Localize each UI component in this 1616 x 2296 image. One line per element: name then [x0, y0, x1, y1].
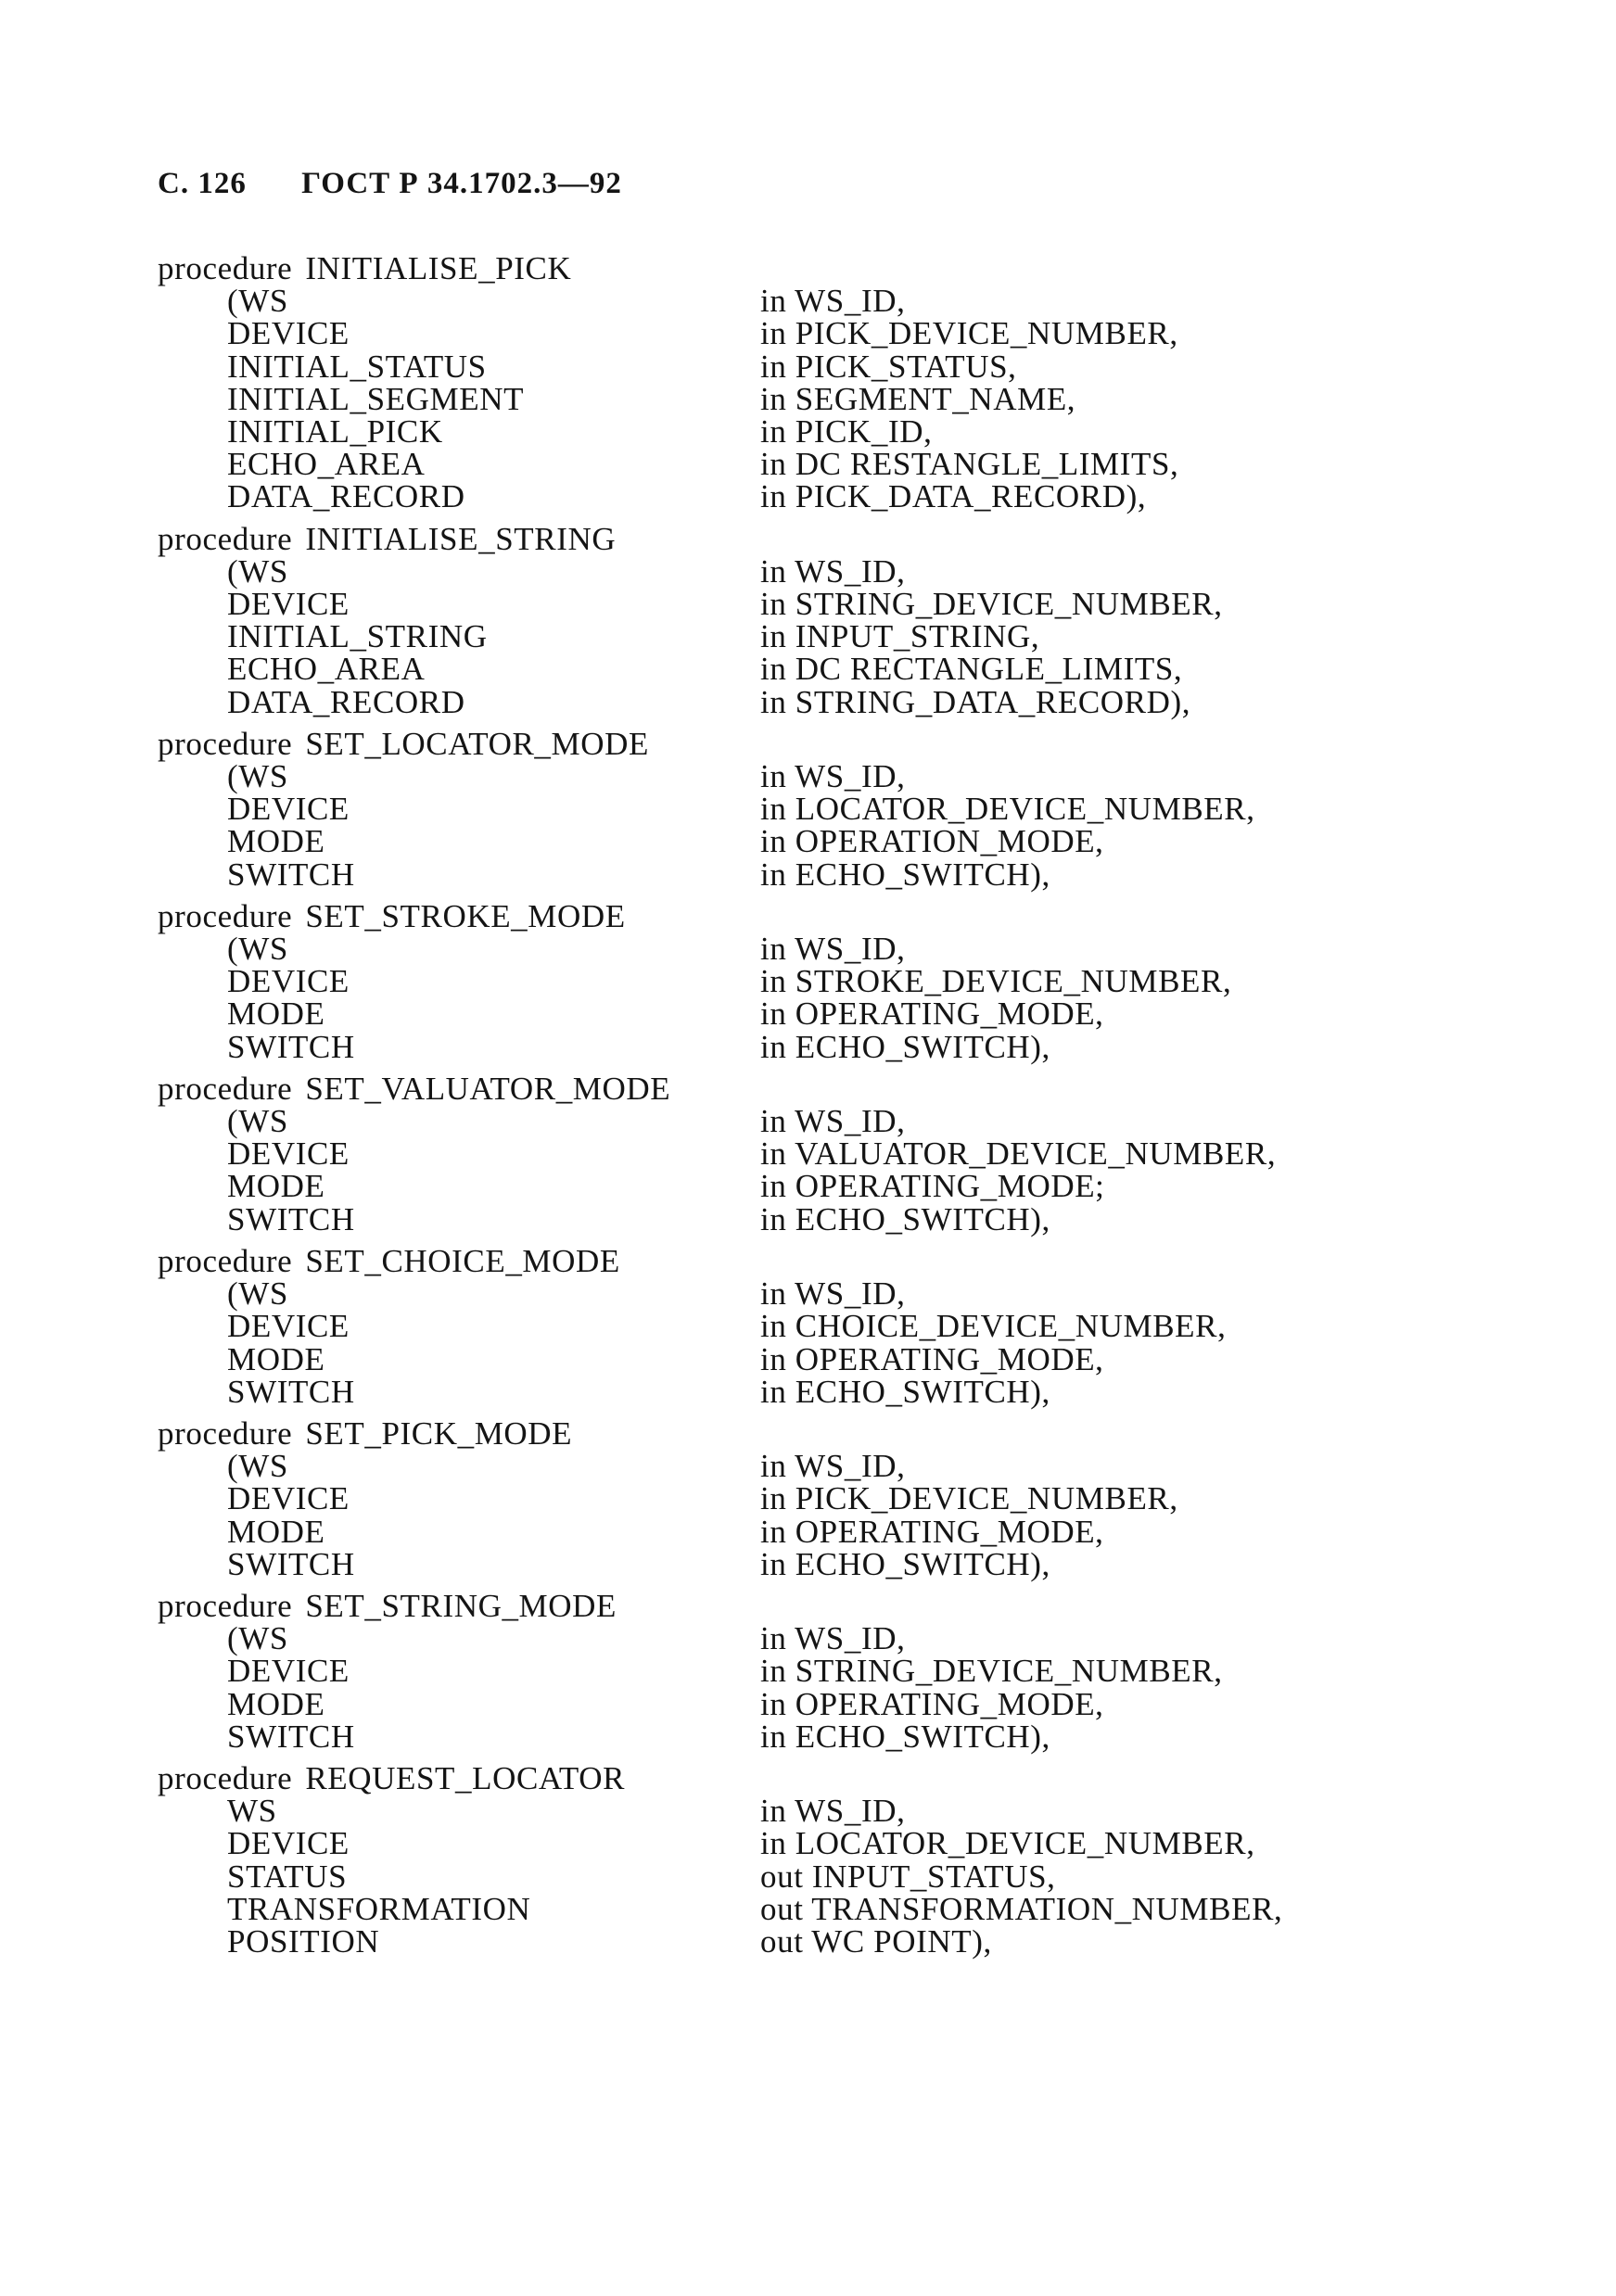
parameter-name: DEVICE: [227, 315, 350, 352]
parameter-name: DEVICE: [227, 1480, 350, 1517]
parameter-name: DATA_RECORD: [227, 683, 465, 720]
parameter-name: INITIAL_PICK: [227, 413, 443, 450]
parameter-name: WS: [227, 1793, 277, 1830]
parameter-name: SWITCH: [227, 1545, 355, 1582]
procedure-name: SET_LOCATOR_MODE: [305, 725, 649, 762]
parameter-name: INITIAL_SEGMENT: [227, 380, 525, 417]
parameter-row: [158, 1200, 1474, 1237]
parameter-row: [158, 1448, 1474, 1485]
parameter-row: [158, 415, 1474, 448]
parameter-type: in ECHO_SWITCH),: [760, 856, 1050, 893]
parameter-type: in CHOICE_DEVICE_NUMBER,: [760, 1308, 1227, 1345]
parameter-name: DATA_RECORD: [227, 478, 465, 515]
parameter-type: in STRING_DATA_RECORD),: [760, 683, 1191, 720]
procedure-block: [158, 252, 1474, 514]
parameter-type: in PICK_DATA_RECORD),: [760, 478, 1147, 515]
parameter-name: SWITCH: [227, 1028, 355, 1065]
parameter-row: [158, 651, 1474, 688]
procedure-keyword: procedure: [158, 1070, 293, 1107]
parameter-type: in OPERATING_MODE,: [760, 996, 1104, 1033]
parameter-type: in WS_ID,: [760, 1103, 906, 1140]
parameter-name: SWITCH: [227, 1200, 355, 1237]
parameter-row: [158, 683, 1474, 720]
procedure-signature: [158, 1072, 1474, 1105]
parameter-type: out TRANSFORMATION_NUMBER,: [760, 1890, 1283, 1927]
procedure-name: SET_CHOICE_MODE: [305, 1242, 620, 1279]
parameter-row: [158, 586, 1474, 623]
parameter-name: POSITION: [227, 1922, 380, 1960]
parameter-name: MODE: [227, 1513, 325, 1550]
parameter-row: [158, 1890, 1474, 1927]
parameter-name: MODE: [227, 823, 325, 860]
parameter-type: out INPUT_STATUS,: [760, 1858, 1056, 1895]
parameter-name: SWITCH: [227, 856, 355, 893]
parameter-name: (WS: [227, 1620, 288, 1657]
parameter-name: (WS: [227, 1275, 288, 1313]
parameter-row: [158, 1720, 1474, 1753]
parameter-name: (WS: [227, 758, 288, 795]
parameter-row: [158, 1103, 1474, 1140]
parameter-type: in DC RECTANGLE_LIMITS,: [760, 651, 1183, 688]
procedure-signature: [158, 520, 1474, 557]
procedure-signature: [158, 252, 1474, 285]
parameter-row: [158, 1622, 1474, 1655]
parameter-type: in OPERATING_MODE,: [760, 1513, 1104, 1550]
parameter-type: in VALUATOR_DEVICE_NUMBER,: [760, 1135, 1277, 1173]
parameter-type: in ECHO_SWITCH),: [760, 1545, 1050, 1582]
procedure-block: [158, 1242, 1474, 1410]
procedure-keyword: procedure: [158, 1242, 293, 1279]
parameter-type: in WS_ID,: [760, 1275, 906, 1313]
parameter-type: in WS_ID,: [760, 552, 906, 590]
parameter-type: out WC POINT),: [760, 1922, 992, 1960]
parameter-type: in WS_ID,: [760, 1620, 906, 1657]
parameter-row: [158, 1168, 1474, 1205]
parameter-row: [158, 283, 1474, 320]
parameter-name: INITIAL_STATUS: [227, 348, 487, 385]
procedure-keyword: procedure: [158, 1414, 293, 1452]
procedure-signature: [158, 725, 1474, 762]
procedure-block: [158, 725, 1474, 893]
parameter-row: [158, 446, 1474, 483]
parameter-name: MODE: [227, 1340, 325, 1377]
parameter-row: [158, 315, 1474, 352]
procedure-block: [158, 1759, 1474, 1960]
parameter-row: [158, 858, 1474, 891]
parameter-row: [158, 931, 1474, 968]
procedure-name: SET_VALUATOR_MODE: [305, 1070, 671, 1107]
page-number: С. 126: [158, 167, 247, 200]
procedure-keyword: procedure: [158, 1759, 293, 1796]
parameter-row: [158, 552, 1474, 590]
parameter-name: DEVICE: [227, 586, 350, 623]
procedure-signature: [158, 897, 1474, 934]
procedure-signature: [158, 1242, 1474, 1279]
page-header: [158, 167, 622, 201]
parameter-row: [158, 480, 1474, 513]
procedure-signature: [158, 1759, 1474, 1796]
parameter-name: MODE: [227, 1685, 325, 1722]
parameter-name: DEVICE: [227, 791, 350, 828]
parameter-type: in OPERATING_MODE,: [760, 1685, 1104, 1722]
parameter-name: DEVICE: [227, 1308, 350, 1345]
parameter-row: [158, 620, 1474, 653]
parameter-row: [158, 823, 1474, 860]
parameter-type: in LOCATOR_DEVICE_NUMBER,: [760, 791, 1255, 828]
parameter-type: in LOCATOR_DEVICE_NUMBER,: [760, 1825, 1255, 1862]
parameter-row: [158, 1308, 1474, 1345]
parameter-name: (WS: [227, 283, 288, 320]
parameter-type: in ECHO_SWITCH),: [760, 1373, 1050, 1410]
parameter-type: in WS_ID,: [760, 283, 906, 320]
parameter-type: in PICK_ID,: [760, 413, 933, 450]
parameter-type: in ECHO_SWITCH),: [760, 1200, 1050, 1237]
parameter-name: SWITCH: [227, 1718, 355, 1755]
parameter-row: [158, 1545, 1474, 1582]
parameter-row: [158, 1373, 1474, 1410]
parameter-row: [158, 1275, 1474, 1313]
procedure-keyword: procedure: [158, 250, 293, 286]
parameter-row: [158, 1028, 1474, 1065]
procedure-name: INITIALISE_STRING: [305, 520, 617, 557]
parameter-name: MODE: [227, 1168, 325, 1205]
procedure-name: SET_STRING_MODE: [305, 1587, 617, 1624]
parameter-name: DEVICE: [227, 1135, 350, 1173]
parameter-row: [158, 1685, 1474, 1722]
procedure-keyword: procedure: [158, 520, 293, 557]
parameter-type: in OPERATION_MODE,: [760, 823, 1104, 860]
parameter-type: in WS_ID,: [760, 931, 906, 968]
parameter-row: [158, 760, 1474, 793]
procedure-name: REQUEST_LOCATOR: [305, 1759, 626, 1796]
procedure-keyword: procedure: [158, 725, 293, 762]
parameter-type: in DC RESTANGLE_LIMITS,: [760, 446, 1179, 483]
parameter-row: [158, 380, 1474, 417]
parameter-type: in STROKE_DEVICE_NUMBER,: [760, 963, 1232, 1000]
procedure-block: [158, 897, 1474, 1065]
parameter-name: MODE: [227, 996, 325, 1033]
parameter-type: in SEGMENT_NAME,: [760, 380, 1076, 417]
parameter-type: in PICK_STATUS,: [760, 348, 1017, 385]
parameter-type: in WS_ID,: [760, 1448, 906, 1485]
standard-designation: ГОСТ Р 34.1702.3—92: [301, 167, 622, 200]
procedure-name: INITIALISE_PICK: [305, 250, 572, 286]
parameter-name: (WS: [227, 931, 288, 968]
parameter-type: in WS_ID,: [760, 758, 906, 795]
parameter-type: in STRING_DEVICE_NUMBER,: [760, 1653, 1223, 1690]
parameter-row: [158, 791, 1474, 828]
parameter-type: in PICK_DEVICE_NUMBER,: [760, 315, 1178, 352]
parameter-row: [158, 996, 1474, 1033]
parameter-name: (WS: [227, 552, 288, 590]
parameter-type: in STRING_DEVICE_NUMBER,: [760, 586, 1223, 623]
parameter-name: INITIAL_STRING: [227, 618, 488, 655]
parameter-name: (WS: [227, 1448, 288, 1485]
parameter-type: in WS_ID,: [760, 1793, 906, 1830]
parameter-name: STATUS: [227, 1858, 348, 1895]
parameter-row: [158, 1860, 1474, 1893]
procedure-signature: [158, 1414, 1474, 1452]
parameter-row: [158, 1513, 1474, 1550]
parameter-type: in ECHO_SWITCH),: [760, 1718, 1050, 1755]
parameter-row: [158, 963, 1474, 1000]
parameter-row: [158, 1825, 1474, 1862]
parameter-type: in OPERATING_MODE;: [760, 1168, 1105, 1205]
parameter-type: in INPUT_STRING,: [760, 618, 1040, 655]
procedure-signature: [158, 1587, 1474, 1624]
procedure-block: [158, 520, 1474, 720]
procedure-listing: [158, 252, 1474, 1967]
parameter-name: DEVICE: [227, 963, 350, 1000]
parameter-name: DEVICE: [227, 1825, 350, 1862]
procedure-keyword: procedure: [158, 1587, 293, 1624]
parameter-row: [158, 1793, 1474, 1830]
parameter-row: [158, 1482, 1474, 1515]
parameter-row: [158, 1653, 1474, 1690]
parameter-name: SWITCH: [227, 1373, 355, 1410]
parameter-row: [158, 1135, 1474, 1173]
parameter-type: in OPERATING_MODE,: [760, 1340, 1104, 1377]
parameter-row: [158, 1922, 1474, 1960]
parameter-type: in PICK_DEVICE_NUMBER,: [760, 1480, 1178, 1517]
parameter-name: ECHO_AREA: [227, 651, 426, 688]
procedure-block: [158, 1587, 1474, 1755]
parameter-name: TRANSFORMATION: [227, 1890, 531, 1927]
procedure-keyword: procedure: [158, 897, 293, 934]
parameter-row: [158, 1340, 1474, 1377]
procedure-name: SET_STROKE_MODE: [305, 897, 626, 934]
parameter-name: ECHO_AREA: [227, 446, 426, 483]
procedure-name: SET_PICK_MODE: [305, 1414, 573, 1452]
procedure-block: [158, 1414, 1474, 1582]
parameter-name: (WS: [227, 1103, 288, 1140]
parameter-type: in ECHO_SWITCH),: [760, 1028, 1050, 1065]
procedure-block: [158, 1072, 1474, 1236]
parameter-row: [158, 350, 1474, 383]
parameter-name: DEVICE: [227, 1653, 350, 1690]
